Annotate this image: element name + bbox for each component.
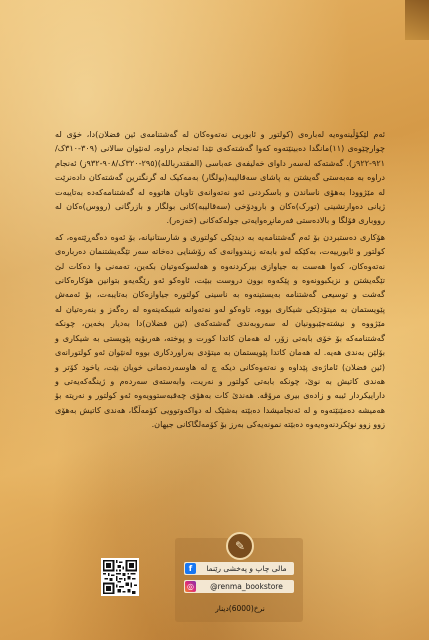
cover-corner-shadow — [405, 0, 429, 40]
body-paragraph-1: ئەم لێکۆڵینەوەیە لەبارەی (کولتور و ئابوریی نەتەوەکان لە گەشتنامەی ئین فضلان)دا، خۆی لە چوارچێوەی (١١)مانگدا دەبینێتەوە کەوا گەشتەکەی تێدا ئەنجام دراوە، لەنێوان سالانی (٣٠٩-٣١٠ک/ ٩٢١-٩٢٢ز). گەشتەکە لەسەر داوای خەلیفەی عەباسی (المقتدر‌بالله)(٢٩٥-٣٢٠ک/٩٠٨-٩٣٢ز) ئەنجام دراوە بە مەبەستی گەیشتن بە پاشای سەقالیبە(بولگار) بەمەکیک لە گرنگترین گەشتەکان دادەنرێت لە مێژوودا بەهۆی ناساندن و باسکردنی ئەو نەتەوانەی تاوبان هاتووە لە گەشتنامەکەدە بەتایبەت ژیانی دەوارنشینی (تورک)ەکان و بارودۆخی (سەقالیبە)کانی بولگار و بازرگانی (رووس)ەکان لە رووباری فۆلگا و بالادەستی فەرمانڕەوایەتی جولەکەکانی (خەزەر). — [55, 129, 386, 226]
instagram-link[interactable] — [184, 580, 294, 593]
body-paragraph-2: هۆکاری دەستبردن بۆ ئەم گەشتنامەیە بە دیدێکی کولتوری و شارستانیانە، بۆ ئەوە دەگەڕێتەوە، کە کولتور و ئابورییەت، بەکێکە لەو بابەتە زیندووانەی کە رۆشنایی دەخاتە سەر تێگەیشتنمان دەربارەی نەتەوەکان، کەوا هەست بە جیاوازی بیرکردنەوە و هەلسوکەوتیان بکەین، تەمەنی وا دەکات لێ تێگەیشتن و نزیکبوونەوە و پێکەوە بوون دروست ببێت، ئاوەکو ئەو رێگەیەو بتوانین هۆکارەکانی گەشت و توسیعی گەشتنامە بەیستینەوە بە ناسینی کولتورە جیاوازەکان بەتایبەت، بۆ ئەمەش پێویستمان بە میتۆدێکی شیکاری بووە، تاوەکو لەو نەتەوانە شیبکەینەوە لە رەگەز و بنەرەتیان لە مێژووە و نیشتەجێبوونیان لە سەروبەندی گەشتەکەی (ئین فضلان)دا بەدیار بخەین، چونکە گەشتنامەکە بۆ خۆی بابەتی زۆر، لە هەمان کاتدا کورت و پوختە، هەربۆیە پێویستی بە شیکاری و بۆلێن بەندی هەیە. لە هەمان کاتدا پێویستمان بە میتۆدی بەراوردکاری بووە لەنێوان ئەو کولتورانەی (ئین فضلان) ئاماژەی پێداوە و نەتەوەکانی دیکە چ لە هاوسەردەمانی خویان بێت، یاخود کۆتر و هەندی کاتیش بە نوێ، چونکە بابەتی کولتور و نەریت، وابەستەی سەردەم و ژینگەکەیەتی و داراییکردار ئیبە و زادەی بیری مرۆڤە. هەندێ کات بەهۆی چەقبەستوویەوە ئەو کولتور و نەریتە بۆ هەمیشە دەمێنێتەوە و لە ئەنجامیشدا دەبێتە بەشێک لە دواکەوتوویی کۆمەڵگا، هەندی کاتیش بەهۆی زوو زوو نوێکردنەوەیەوە دەبێتە نمونەیەکی بەرز بۆ کۆمەلگاکانی جیهان. — [55, 231, 385, 430]
facebook-link[interactable] — [184, 562, 294, 575]
instagram-label: @renma_bookstore — [210, 582, 283, 591]
publisher-box — [175, 538, 303, 622]
cover-body-text — [55, 127, 385, 434]
instagram-icon: ◎ — [185, 581, 196, 592]
price-label: نرخ(6000)دینار — [215, 604, 265, 613]
facebook-label: مالی چاپ و پەخشی رێنما — [206, 564, 287, 573]
qr-code-icon — [101, 558, 139, 596]
publisher-logo-icon: ✎ — [226, 532, 254, 560]
facebook-icon: f — [185, 563, 196, 574]
